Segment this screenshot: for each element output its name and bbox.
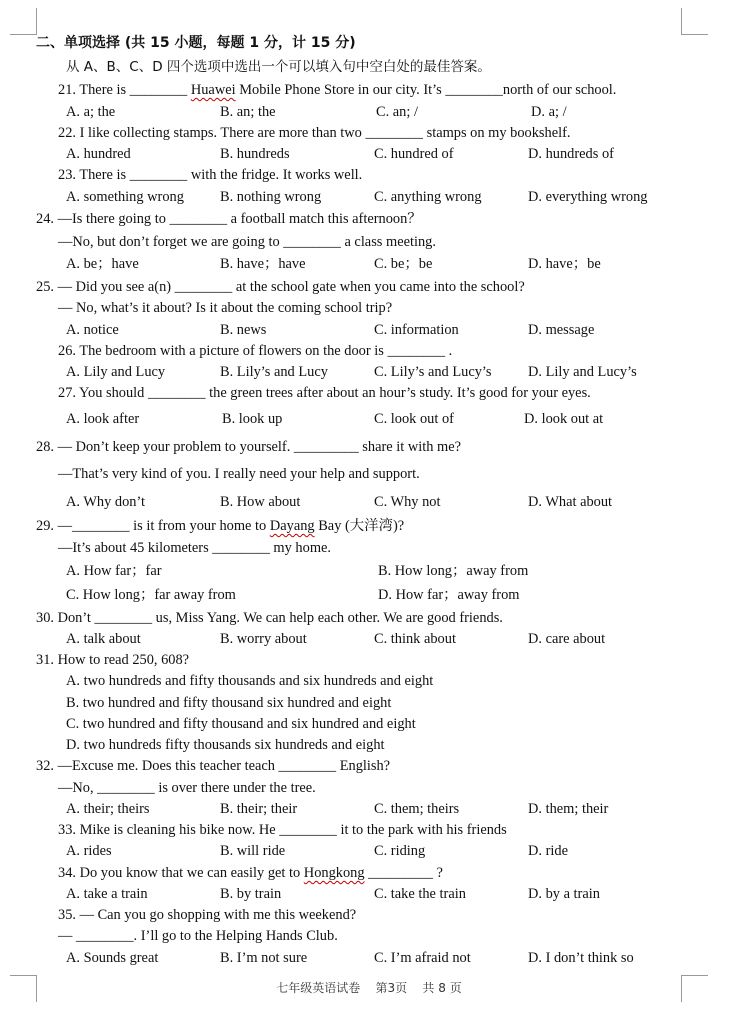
q22-option-a: A. hundred — [66, 146, 131, 162]
q27-option-c: C. look out of — [374, 411, 454, 427]
q23-option-d: D. everything wrong — [528, 189, 648, 205]
question-27-stem: 27. You should ________ the green trees after about an hour’s study. It’s good for your eyes. — [58, 385, 591, 401]
q28-option-d: D. What about — [528, 494, 613, 510]
spellcheck-word: Hongkong — [303, 865, 365, 881]
q35-option-d: D. I don’t think so — [528, 950, 634, 966]
question-31-stem: 31. How to read 250, 608? — [36, 652, 190, 668]
q33-option-b: B. will ride — [220, 843, 286, 859]
question-35-stem-2: — ________. I’ll go to the Helping Hands Club. — [58, 928, 338, 944]
crop-mark-top-left — [10, 8, 37, 35]
q28-option-b: B. How about — [220, 494, 301, 510]
q23-option-a: A. something wrong — [66, 189, 184, 205]
spellcheck-word: Dayang — [269, 518, 315, 534]
question-23-stem: 23. There is ________ with the fridge. It works well. — [58, 167, 363, 183]
q31-option-d: D. two hundreds fifty thousands six hundreds and eight — [66, 737, 385, 753]
q26-option-b: B. Lily’s and Lucy — [220, 364, 328, 380]
q26-option-d: D. Lily and Lucy’s — [528, 364, 637, 380]
question-29-stem: 29. —________ is it from your home to Dayang Bay (大洋湾)? — [36, 518, 405, 534]
q25-option-a: A. notice — [66, 322, 119, 338]
q32-option-c: C. them; theirs — [374, 801, 460, 817]
q32-option-b: B. their; their — [220, 801, 298, 817]
q23-option-b: B. nothing wrong — [220, 189, 322, 205]
question-34-stem: 34. Do you know that we can easily get to Hongkong _________ ? — [58, 865, 443, 881]
q21-option-b: B. an; the — [220, 104, 276, 120]
question-25-stem: 25. — Did you see a(n) ________ at the school gate when you came into the school? — [36, 279, 525, 295]
q27-option-a: A. look after — [66, 411, 140, 427]
q27-option-b: B. look up — [222, 411, 283, 427]
q33-option-d: D. ride — [528, 843, 568, 859]
question-26-stem: 26. The bedroom with a picture of flowers on the door is ________ . — [58, 343, 453, 359]
question-22-stem: 22. I like collecting stamps. There are more than two ________ stamps on my bookshelf. — [58, 125, 571, 141]
question-24-stem: 24. —Is there going to ________ a football match this afternoon？ — [36, 211, 422, 227]
q23-option-c: C. anything wrong — [374, 189, 482, 205]
q34-option-b: B. by train — [220, 886, 282, 902]
question-30-stem: 30. Don’t ________ us, Miss Yang. We can help each other. We are good friends. — [36, 610, 503, 626]
q25-option-c: C. information — [374, 322, 459, 338]
q24-option-c: C. be；be — [374, 256, 433, 272]
q25-option-b: B. news — [220, 322, 267, 338]
section-title: 二、单项选择 (共 15 小题，每题 1 分，计 15 分) — [36, 35, 356, 51]
q34-option-a: A. take a train — [66, 886, 148, 902]
q31-option-b: B. two hundred and fifty thousand six hundred and eight — [66, 695, 392, 711]
q22-option-b: B. hundreds — [220, 146, 290, 162]
question-28-stem: 28. — Don’t keep your problem to yourself. _________ share it with me? — [36, 439, 461, 455]
q22-option-c: C. hundred of — [374, 146, 454, 162]
question-21-stem: 21. There is ________ Huawei Mobile Phone Store in our city. It’s ________north of our school. — [58, 82, 617, 98]
q32-option-d: D. them; their — [528, 801, 609, 817]
q28-option-c: C. Why not — [374, 494, 441, 510]
question-24-stem-2: —No, but don’t forget we are going to ________ a class meeting. — [58, 234, 436, 250]
q24-option-b: B. have；have — [220, 256, 306, 272]
q33-option-c: C. riding — [374, 843, 426, 859]
q34-option-d: D. by a train — [528, 886, 600, 902]
q30-option-d: D. care about — [528, 631, 606, 647]
q27-option-d: D. look out at — [524, 411, 604, 427]
crop-mark-top-right — [681, 8, 708, 35]
question-35-stem: 35. — Can you go shopping with me this weekend? — [58, 907, 357, 923]
q35-option-a: A. Sounds great — [66, 950, 159, 966]
q25-option-d: D. message — [528, 322, 595, 338]
q30-option-c: C. think about — [374, 631, 456, 647]
q34-option-c: C. take the train — [374, 886, 466, 902]
question-25-stem-2: — No, what’s it about? Is it about the coming school trip? — [58, 300, 393, 316]
page-footer: 七年级英语试卷 第3页 共 8 页 — [276, 981, 462, 995]
q29-option-b: B. How long；away from — [378, 563, 529, 579]
q35-option-c: C. I’m afraid not — [374, 950, 471, 966]
q29-option-c: C. How long；far away from — [66, 587, 236, 603]
section-instruction: 从 A、B、C、D 四个选项中选出一个可以填入句中空白处的最佳答案。 — [66, 59, 491, 75]
q22-option-d: D. hundreds of — [528, 146, 614, 162]
q28-option-a: A. Why don’t — [66, 494, 146, 510]
q31-option-a: A. two hundreds and fifty thousands and six hundreds and eight — [66, 673, 434, 689]
q33-option-a: A. rides — [66, 843, 112, 859]
q21-option-c: C. an; / — [376, 104, 418, 120]
question-32-stem-2: —No, ________ is over there under the tree. — [58, 780, 316, 796]
question-28-stem-2: —That’s very kind of you. I really need your help and support. — [58, 466, 420, 482]
q21-option-d: D. a; / — [531, 104, 567, 120]
q35-option-b: B. I’m not sure — [220, 950, 308, 966]
q30-option-a: A. talk about — [66, 631, 141, 647]
q30-option-b: B. worry about — [220, 631, 307, 647]
q29-option-d: D. How far；away from — [378, 587, 520, 603]
question-33-stem: 33. Mike is cleaning his bike now. He ________ it to the park with his friends — [58, 822, 507, 838]
q26-option-a: A. Lily and Lucy — [66, 364, 166, 380]
q29-option-a: A. How far；far — [66, 563, 162, 579]
q21-option-a: A. a; the — [66, 104, 116, 120]
q32-option-a: A. their; theirs — [66, 801, 150, 817]
q24-option-d: D. have；be — [528, 256, 601, 272]
q31-option-c: C. two hundred and fifty thousand and six hundred and eight — [66, 716, 416, 732]
q26-option-c: C. Lily’s and Lucy’s — [374, 364, 492, 380]
q24-option-a: A. be；have — [66, 256, 139, 272]
question-29-stem-2: —It’s about 45 kilometers ________ my home. — [58, 540, 331, 556]
spellcheck-word: Huawei — [190, 82, 236, 98]
question-32-stem: 32. —Excuse me. Does this teacher teach ________ English? — [36, 758, 391, 774]
